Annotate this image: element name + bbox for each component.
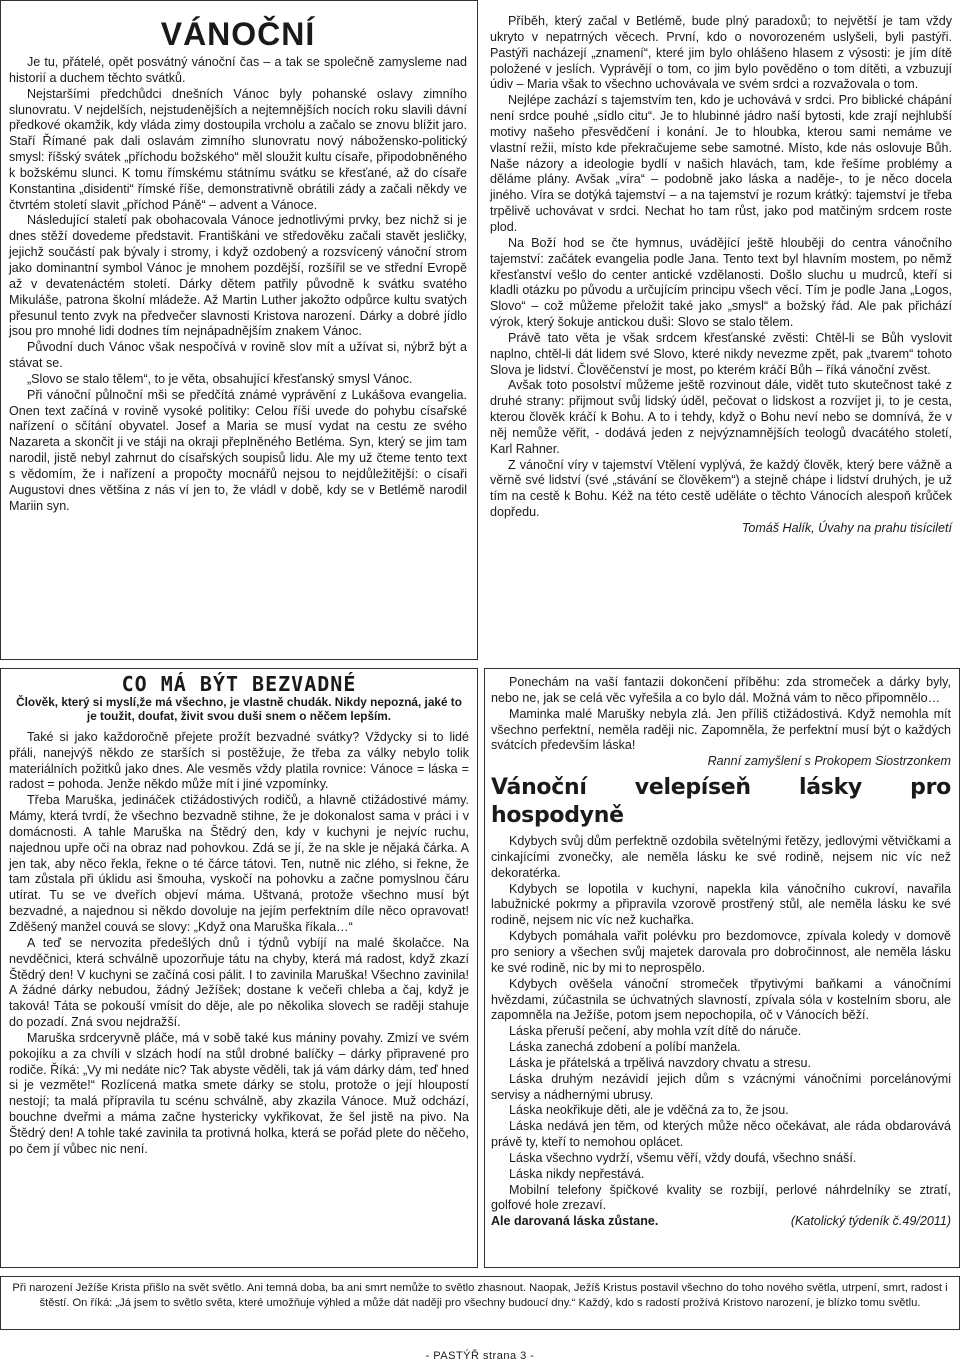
- article-vanocni-continued: [484, 0, 960, 660]
- article-paragraph: Příběh, který začal v Betlémě, bude plný paradoxů; to největší je tam vždy ukryto v nepatrných věcech. První, kdo o novorozeném uslyšeli, byli pastýři. Pastýři nacházejí „znamení“, které jim bylo ohlášeno hlasem z výsosti: je jím dítě položené v jeslích. Vyprávějí o tom, co jim bylo pověděno o tom dítěti, a vzbuzují údiv – Maria však to všechno uchovávala ve svém srdci a rozvažovala o tom.: [490, 14, 952, 92]
- hymn-line: Láska nedává jen těm, od kterých může něco očekávat, ale ráda obdarovává právě ty, kteří to nemohou oplácet.: [491, 1119, 951, 1150]
- article-paragraph: „Slovo se stalo tělem“, to je věta, obsahující křesťanský smysl Vánoc.: [27, 371, 413, 386]
- article-paragraph: Nejlépe zachází s tajemstvím ten, kdo je uchovává v srdci. Pro biblické chápání není srdce pouhé „sídlo citu“. Je to hlubinné jádro naší bytosti, kde zrají nejhlubší motivy našeho přesvědčení i konání. Je to hloubka, kterou sami nemáme ve vlastní režii, místo kde překračujeme sebe samotné. Místo, kde nás oslovuje Bůh. Naše názory a ideologie bydlí v našich hlavách, tam, kde řešíme problémy a děláme plány. Avšak „víra“ – podobně jako láska a naděje-, to je něco docela jiného. Víra se dotýká tajemství – a na tajemství je rozum krátký: tajemství je třeba trpělivě uchovávat v srdci. Nechat ho tam růst, jako pod matčiným srdcem roste plod.: [490, 93, 952, 234]
- footer-quote: Při narození Ježíše Krista přišlo na svět světlo. Ani temná doba, ba ani smrt nemůže to světlo zhasnout. Naopak, Ježíš Kristus postavil všechno do toho nového světla, utrpení, smrt, radost i štěstí. On říká: „Já jsem to světlo světa, které umožňuje výhled a může dát naději pro všechny budoucí dny.“ Každý, kdo s radostí prožívá Kristovo narození, je blízko tomu světlu.: [0, 1276, 960, 1330]
- article-paragraph: Ponechám na vaší fantazii dokončení příběhu: zda stromeček a dárky byly, nebo ne, jak se celá věc vyřešila a co bylo dál. Možná vám to něco připomnělo…: [491, 675, 951, 705]
- article-paragraph: Při vánoční půlnoční mši se předčítá známé vyprávění z Lukášova evangelia. Onen text začíná v rovině vysoké politiky: Celou říši uvede do pohybu císařské nařízení o sčítání obyvatel. Josef a Maria se musí vydat na cestu ze svého Nazareta a skončit ji ve stáji na okraji přeplněného Betléma. Syn, který se jim tam narodil, jistě nebyl zahrnut do císařských soupisů lidu. Ale my už čteme tento text s vědomím, že i nařízení a propočty mocnářů nejsou to nejdůležitější: o císaři Augustovi dnes většina z nás ví jen to, že vládl v době, kdy se v Betlémě narodil Mariin syn.: [9, 387, 467, 513]
- article-signature: Tomáš Halík, Úvahy na prahu tisíciletí: [741, 521, 952, 535]
- article-paragraph: Následující staletí pak obohacovala Vánoce jednotlivými prvky, bez nichž si je dnes stěží dovedeme představit. Františkáni ve středověku začali stavět jesličky, jejichž součástí pak bývaly i stromy, i když ozdobený a rozsvícený vánoční strom jako dominantní symbol Vánoc je mnohem pozdější, rozšířil se ve střední Evropě až v devatenáctém století. Dárky dětem patřily původně k svátku svatého Mikuláše, patrona školní mládeže. Až Martin Luther jakožto odpůrce kultu svatých přesunul tento zvyk na předvečer slavnosti Kristova narození. Dárky a dobré jídlo jsou pro mnohé lidi dodnes tím nejnápadnějším znakem Vánoc.: [9, 213, 467, 339]
- hymn-line: Láska přeruší pečení, aby mohla vzít dítě do náruče.: [509, 1024, 802, 1039]
- hymn-line: Kdybych pomáhala vařit polévku pro bezdomovce, zpívala koledy v domově pro seniory a všechen svůj majetek darovala pro dobročinnost, ale neměla lásku ke své rodině, nic by mi to neprospělo.: [491, 929, 951, 975]
- article-signature: Ranní zamyšlení s Prokopem Siostrzonkem: [707, 754, 951, 769]
- article-title: VÁNOČNÍ: [160, 16, 316, 52]
- article-title: CO MÁ BÝT BEZVADNÉ: [121, 672, 357, 696]
- article-paragraph: Třeba Maruška, jedináček ctižádostivých rodičů, a hlavně ctižádostivé mámy. Mámy, která tvrdí, že všechno bezvadně stihne, že je dokonalost sama v práci i v domácnosti. A tahle Maruška na Štědrý den, kdy v kuchyni je nejvíc ruchu, najednou upře oči na obraz nad pohovkou. Zdá se jí, že na skle je nějaká čárka. A jen tak, aby něco řekla, řekne o té čárce tátovi. Ten, nutně nic zlého, si řekne, že tam zůstala při úklidu asi šmouha, vyskočí na pohovku a začne pomyslnou čáru utírat. Tu se ve dveřích objeví máma. Uštvaná, protože všechno musí být bezvadné, a najednou si někdo dovoluje na jejím perfektním díle něco opravovat! Zděšený manžel couvá se slovy: „Když ona Maruška říkala…“: [9, 793, 469, 934]
- hymn-line: Kdybych se lopotila v kuchyni, napekla kila vánočního cukroví, navařila labužnické pokrmy a připravila vzorově prostřený stůl, ale neměla lásku ke své rodině, nejsem nic víc než kuchařka.: [491, 881, 951, 928]
- source-citation: (Katolický týdeník č.49/2011): [790, 1214, 951, 1229]
- article-lead: Člověk, který si myslí,že má všechno, je vlastně chudák. Nikdy nepozná, jaké to je toužit, doufat, živit svou duši snem o něčem lepším.: [16, 694, 462, 724]
- article-velepisen: [484, 668, 960, 1268]
- article-paragraph: Maruška srdceryvně pláče, má v sobě také kus mániny povahy. Zmizí ve svém pokojíku a za chvíli v slzách hodí na stůl drobné balíčky – dárky připravené pro rodiče. Říká: „Vy mi nedáte nic? Tak abyste věděli, tak já vám dárky dám, teď hned si je vezměte!“ Rozlícená matka smete dárky se stolu, protože o její hloupostí nestojí; ta malá přípravila tu scénu schválně, aby zkazila Vánoce. Muž odchází, bouchne dveřmi a máma začne hystericky vykřikovat, že šel jistě na pivo. Na Štědrý den! A tohle také zavinila ta protivná holka, která se pořád plete do něčeho, po čem jí vůbec nic není.: [9, 1030, 469, 1156]
- article-paragraph: Právě tato věta je však srdcem křesťanské zvěsti: Chtěl-li se Bůh vyslovit naplno, chtěl-li dát lidem své Slovo, které nikdy nevezme zpět, pak „tvarem“ tohoto Slova je lidství. Člověčenství je most, po kterém kráčí Bůh – říká vánoční zvěst.: [490, 330, 952, 377]
- hymn-line: Kdybych ověšela vánoční stromeček třpytivými baňkami a vánočními hvězdami, zúčastnila se úchvatných slavností, zpívala sóla v kostelním sboru, ale zapomněla na Ježíše, potom jsem nepochopila, oč v Vánocích běží.: [491, 976, 951, 1023]
- hymn-line: Mobilní telefony špičkové kvality se rozbijí, perlové náhrdelníky se ztratí, golfové hole zrezaví.: [491, 1182, 951, 1213]
- article-paragraph: A teď se nervozita předešlých dnů i týdnů vybíjí na malé školačce. Na nevděčnici, která schválně upozorňuje tátu na chyby, která má radost, když zkazí Štědrý den! V kuchyni se začíná cosi pálit. I to zavinila Maruška! Všechno zavinila! A žádné dárky nebudou, žádný Ježíšek; dostane k večeři chleba a čaj, když je taková! Táta se pokouší vmísit do děje, ale po několika slovech se raději stahuje do pozadí. Zná svou nejdražší.: [9, 935, 469, 1030]
- hymn-line: Láska všechno vydrží, všemu věří, vždy doufá, všechno snáší.: [509, 1150, 857, 1165]
- article-paragraph: Nejstaršími předchůdci dnešních Vánoc byly pohanské oslavy zimního slunovratu. V nejdelších, nejstudenějších a nejtemnějších nocích roku slavili dávní předkové okamžik, kdy vláda zimy dostoupila vrcholu a začalo se znovu blížit jaro. Staří Římané pak dali oslavám zimního slunovratu nový nábožensko-politický smysl: říšský svátek „příchodu božského“ měl sloužit kultu císaře, připodobněného k božskému slunci. K tomu římskému státnímu svátku se křesťané, až do císaře Konstantina „disidenti“ římské říše, demonstrativně obrátili zády a začali někdy ve čtvrtém století slavit „příchod Páně“ – advent a Vánoce.: [9, 86, 467, 212]
- article-paragraph: Na Boží hod se čte hymnus, uvádějící ještě hlouběji do centra vánočního tajemství: začátek evangelia podle Jana. Tento text byl hlavním mostem, po němž křesťanství vešlo do center antické vzdělanosti. Došlo sluchu u mudrců, kteří si kladli otázku po původu a určujícím principu všech věcí. Tím je podle Jana „Logos, Slovo“ – což můžeme přeložit také jako „smysl“ a božský řád. Ale pak přichází výrok, který šokuje antickou duši: Slovo se stalo tělem.: [490, 235, 952, 330]
- article-co-ma-byt-bezvadne: [0, 668, 478, 1268]
- article-paragraph: Avšak toto posolství můžeme ještě rozvinout dále, vidět tuto skutečnost také z druhé strany: přijmout svůj lidský úděl, pečovat o lidskost a rozvíjet ji, to je cesta, kterou člověk kráčí k Bohu. A to i tehdy, když o Bohu neví nebo se domnívá, že v něj nemůže věřit, - dodává jeden z nejvýznamnějších teologů dvacátého století, Karl Rahner.: [490, 378, 952, 456]
- article-paragraph: Je tu, přátelé, opět posvátný vánoční čas – a tak se společně zamysleme nad historií a duchem těchto svátků.: [9, 55, 467, 85]
- article-title: Vánoční velepíseň lásky pro hospodyně: [491, 775, 951, 829]
- article-paragraph: Z vánoční víry v tajemství Vtělení vyplývá, že každý člověk, který bere vážně a věrně své lidství (své „stávání se člověkem“) a stejně chápe i lidství druhých, je už tím na cestě k Bohu. Kéž na této cestě uděláte o těchto Vánocích alespoň krůček dopředu.: [490, 457, 952, 520]
- hymn-line: Láska nikdy nepřestává.: [509, 1166, 645, 1181]
- hymn-line: Kdybych svůj dům perfektně ozdobila světelnými řetězy, jedlovými větvičkami a cinkajícími zvonečky, ale neměla lásku ke své rodině, nejsem nic víc než dekoratérka.: [491, 834, 951, 880]
- hymn-line: Láska neokřikuje děti, ale je vděčná za to, že jsou.: [509, 1103, 789, 1118]
- hymn-line: Láska zanechá zdobení a políbí manžela.: [509, 1040, 741, 1055]
- article-vanocni: [0, 0, 478, 660]
- closing-line: Ale darovaná láska zůstane.: [491, 1214, 659, 1229]
- hymn-line: Láska druhým nezávidí jejich dům s vzácnými vánočními porcelánovými servisy a nádhernými ubrusy.: [491, 1071, 951, 1102]
- page-number: - PASTÝŘ strana 3 -: [425, 1350, 535, 1362]
- article-paragraph: Také si jako každoročně přejete prožít bezvadné svátky? Vždycky si to lidé přáli, nanejvýš někdo ze starších si postěžuje, že třeba za války nebylo tolik materiálních požitků jako dnes. Ale vesměs vždy platila rovnice: Vánoce = láska = radost = pohoda. Jenže někdo může mít i jiné vzpomínky.: [9, 729, 469, 792]
- closing-row: [491, 1214, 951, 1230]
- article-paragraph: Maminka malé Marušky nebyla zlá. Jen příliš ctižádostivá. Když nemohla mít všechno perfektní, neměla raději nic. Zapomněla, že perfektní musí být o každých svátcích především láska!: [491, 706, 951, 753]
- hymn-line: Láska je přátelská a trpělivá navzdory chvatu a stresu.: [509, 1055, 811, 1070]
- article-paragraph: Původní duch Vánoc však nespočívá v rovině slov mít a užívat si, nýbrž být a stávat se.: [9, 340, 467, 371]
